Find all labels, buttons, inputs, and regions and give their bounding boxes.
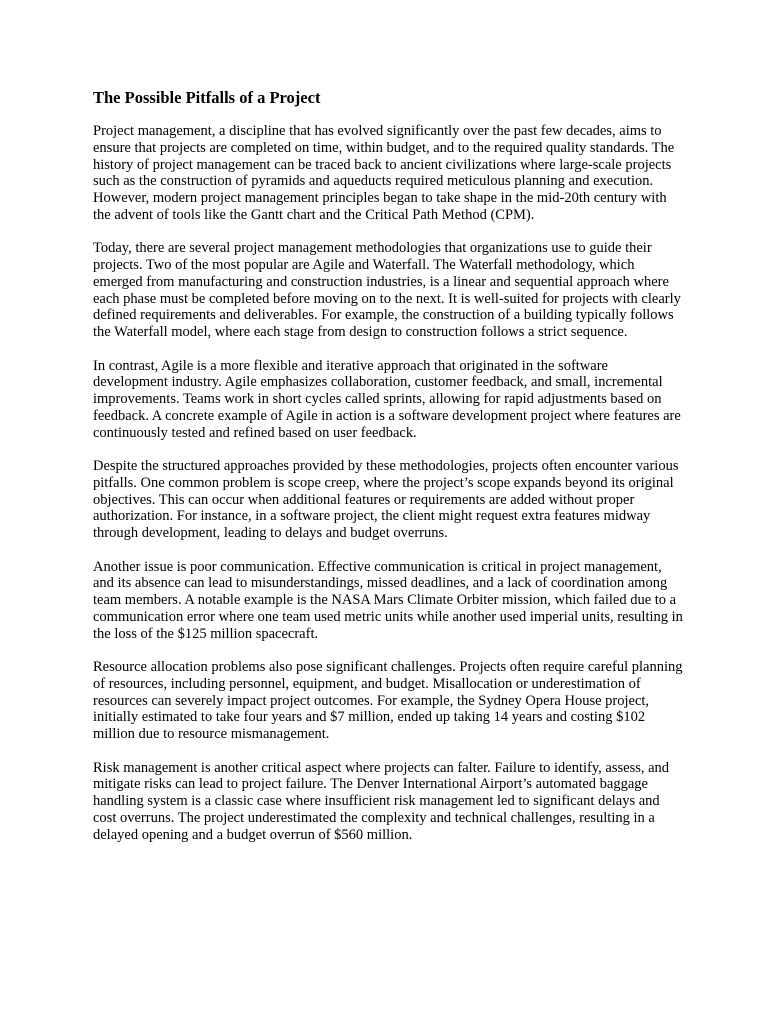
paragraph-intro: Project management, a discipline that has evolved significantly over the past few decades, aims to ensure that projects are completed on time, within budget, and to the required quality standards. The history of project management can be traced back to ancient civilizations where large-scale projects such as the construction of pyramids and aqueducts required meticulous planning and execution. However, modern project management principles began to take shape in the mid-20th century with the advent of tools like the Gantt chart and the Critical Path Method (CPM). (93, 123, 675, 223)
document-page (93, 88, 683, 860)
paragraph-risk-management: Risk management is another critical aspect where projects can falter. Failure to identify, assess, and mitigate risks can lead to project failure. The Denver International Airport’s automated baggage handling system is a classic case where insufficient risk management led to significant delays and cost overruns. The project underestimated the complexity and technical challenges, resulting in a delayed opening and a budget overrun of $560 million. (93, 759, 670, 843)
paragraph-resource-allocation: Resource allocation problems also pose significant challenges. Projects often require careful planning of resources, including personnel, equipment, and budget. Misallocation or underestimation of resources can severely impact project outcomes. For example, the Sydney Opera House project, initially estimated to take four years and $7 million, ended up taking 14 years and costing $102 million due to resource mismanagement. (93, 659, 683, 743)
paragraph-methodologies: Today, there are several project management methodologies that organizations use to guide their projects. Two of the most popular are Agile and Waterfall. The Waterfall methodology, which emerged from manufacturing and construction industries, is a linear and sequential approach where each phase must be completed before moving on to the next. It is well-suited for projects with clearly defined requirements and deliverables. For example, the construction of a building typically follows the Waterfall model, where each stage from design to construction follows a strict sequence. (93, 240, 681, 341)
paragraph-agile: In contrast, Agile is a more flexible and iterative approach that originated in the software development industry. Agile emphasizes collaboration, customer feedback, and small, incremental improvements. Teams work in short cycles called sprints, allowing for rapid adjustments based on feedback. A concrete example of Agile in action is a software development project where features are continuously tested and refined based on user feedback. (93, 357, 681, 441)
paragraph-communication: Another issue is poor communication. Effective communication is critical in project management, and its absence can lead to misunderstandings, missed deadlines, and a lack of coordination among team members. A notable example is the NASA Mars Climate Orbiter mission, which failed due to a communication error where one team used metric units while another used imperial units, resulting in the loss of the $125 million spacecraft. (93, 558, 683, 642)
paragraph-scope-creep: Despite the structured approaches provided by these methodologies, projects often encounter various pitfalls. One common problem is scope creep, where the project’s scope expands beyond its original objectives. This can occur when additional features or requirements are added without proper authorization. For instance, in a software project, the client might request extra features midway through development, leading to delays and budget overruns. (93, 458, 679, 542)
document-title: The Possible Pitfalls of a Project (93, 88, 321, 107)
